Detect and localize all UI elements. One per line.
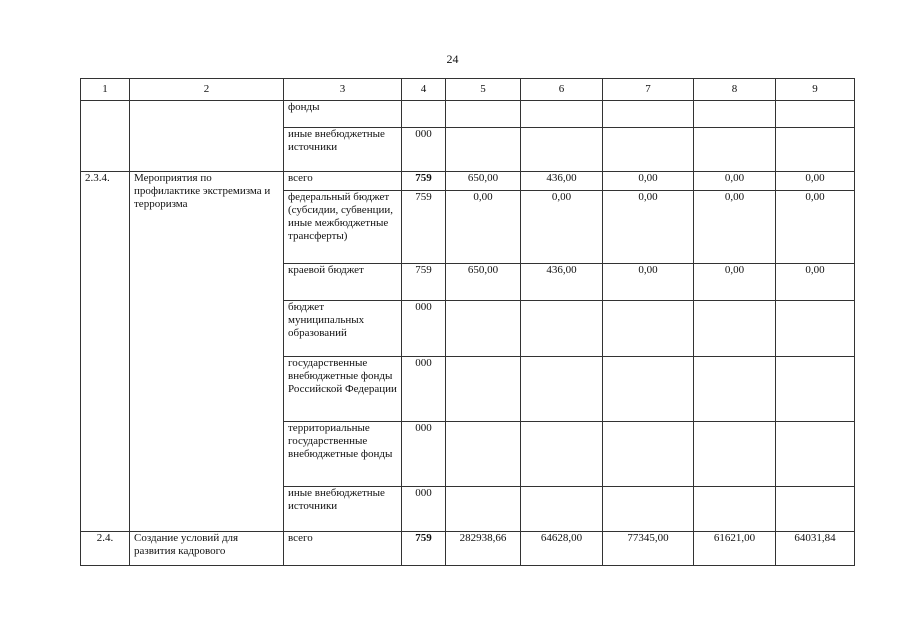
- item-title-cell: [130, 101, 284, 172]
- value-cell: 0,00: [776, 264, 855, 301]
- value-cell: [603, 357, 694, 422]
- table-row: [81, 532, 855, 566]
- code-cell: 000: [402, 422, 446, 487]
- value-cell: 0,00: [694, 191, 776, 264]
- header-cell: 5: [446, 79, 521, 101]
- value-cell: 0,00: [521, 191, 603, 264]
- value-cell: 0,00: [694, 172, 776, 191]
- source-cell: иные внебюджетные источники: [284, 128, 402, 172]
- value-cell: 0,00: [776, 172, 855, 191]
- value-cell: [446, 301, 521, 357]
- value-cell: [446, 128, 521, 172]
- value-cell: [776, 301, 855, 357]
- value-cell: 0,00: [446, 191, 521, 264]
- header-cell: 7: [603, 79, 694, 101]
- page-number: 24: [446, 52, 459, 66]
- value-cell: [446, 101, 521, 128]
- code-cell: 000: [402, 357, 446, 422]
- code-cell: 759: [402, 264, 446, 301]
- header-cell: 6: [521, 79, 603, 101]
- source-cell: краевой бюджет: [284, 264, 402, 301]
- item-number-cell: 2.4.: [81, 532, 130, 566]
- value-cell: [521, 357, 603, 422]
- header-cell: 1: [81, 79, 130, 101]
- value-cell: [694, 422, 776, 487]
- value-cell: [694, 101, 776, 128]
- value-cell: 0,00: [603, 264, 694, 301]
- value-cell: [446, 422, 521, 487]
- value-cell: [521, 128, 603, 172]
- value-cell: 436,00: [521, 172, 603, 191]
- value-cell: [521, 422, 603, 487]
- code-cell: 000: [402, 487, 446, 532]
- value-cell: [694, 301, 776, 357]
- value-cell: 282938,66: [446, 532, 521, 566]
- value-cell: 64031,84: [776, 532, 855, 566]
- code-cell: 000: [402, 301, 446, 357]
- budget-table: [80, 78, 855, 566]
- value-cell: 0,00: [776, 191, 855, 264]
- value-cell: [603, 487, 694, 532]
- code-cell: [402, 101, 446, 128]
- value-cell: [776, 487, 855, 532]
- header-cell: 9: [776, 79, 855, 101]
- value-cell: [776, 422, 855, 487]
- table-row: [81, 101, 855, 128]
- value-cell: [603, 301, 694, 357]
- header-cell: 4: [402, 79, 446, 101]
- header-cell: 2: [130, 79, 284, 101]
- value-cell: [446, 487, 521, 532]
- source-cell: федеральный бюджет (субсидии, субвенции, иные межбюджетные трансферты): [284, 191, 402, 264]
- item-title-cell: Создание условий для развития кадрового: [130, 532, 284, 566]
- source-cell: всего: [284, 172, 402, 191]
- value-cell: 0,00: [603, 172, 694, 191]
- value-cell: 0,00: [694, 264, 776, 301]
- item-title-cell: Мероприятия по профилактике экстремизма и терроризма: [130, 172, 284, 532]
- value-cell: 650,00: [446, 172, 521, 191]
- value-cell: [603, 128, 694, 172]
- item-number-cell: [81, 101, 130, 172]
- value-cell: [446, 357, 521, 422]
- header-row: [81, 79, 855, 101]
- value-cell: 436,00: [521, 264, 603, 301]
- value-cell: [521, 487, 603, 532]
- code-cell: 000: [402, 128, 446, 172]
- value-cell: 64628,00: [521, 532, 603, 566]
- value-cell: [694, 128, 776, 172]
- value-cell: [694, 487, 776, 532]
- source-cell: территориальные государственные внебюджетные фонды: [284, 422, 402, 487]
- code-cell: 759: [402, 172, 446, 191]
- source-cell: иные внебюджетные источники: [284, 487, 402, 532]
- value-cell: [776, 101, 855, 128]
- source-cell: всего: [284, 532, 402, 566]
- value-cell: [694, 357, 776, 422]
- value-cell: [776, 357, 855, 422]
- value-cell: [521, 101, 603, 128]
- value-cell: 0,00: [603, 191, 694, 264]
- source-cell: фонды: [284, 101, 402, 128]
- header-cell: 8: [694, 79, 776, 101]
- table-row: [81, 172, 855, 191]
- code-cell: 759: [402, 532, 446, 566]
- value-cell: 77345,00: [603, 532, 694, 566]
- value-cell: [603, 101, 694, 128]
- value-cell: [521, 301, 603, 357]
- value-cell: [603, 422, 694, 487]
- source-cell: государственные внебюджетные фонды Российской Федерации: [284, 357, 402, 422]
- value-cell: 650,00: [446, 264, 521, 301]
- value-cell: 61621,00: [694, 532, 776, 566]
- item-number-cell: 2.3.4.: [81, 172, 130, 532]
- source-cell: бюджет муниципальных образований: [284, 301, 402, 357]
- header-cell: 3: [284, 79, 402, 101]
- code-cell: 759: [402, 191, 446, 264]
- value-cell: [776, 128, 855, 172]
